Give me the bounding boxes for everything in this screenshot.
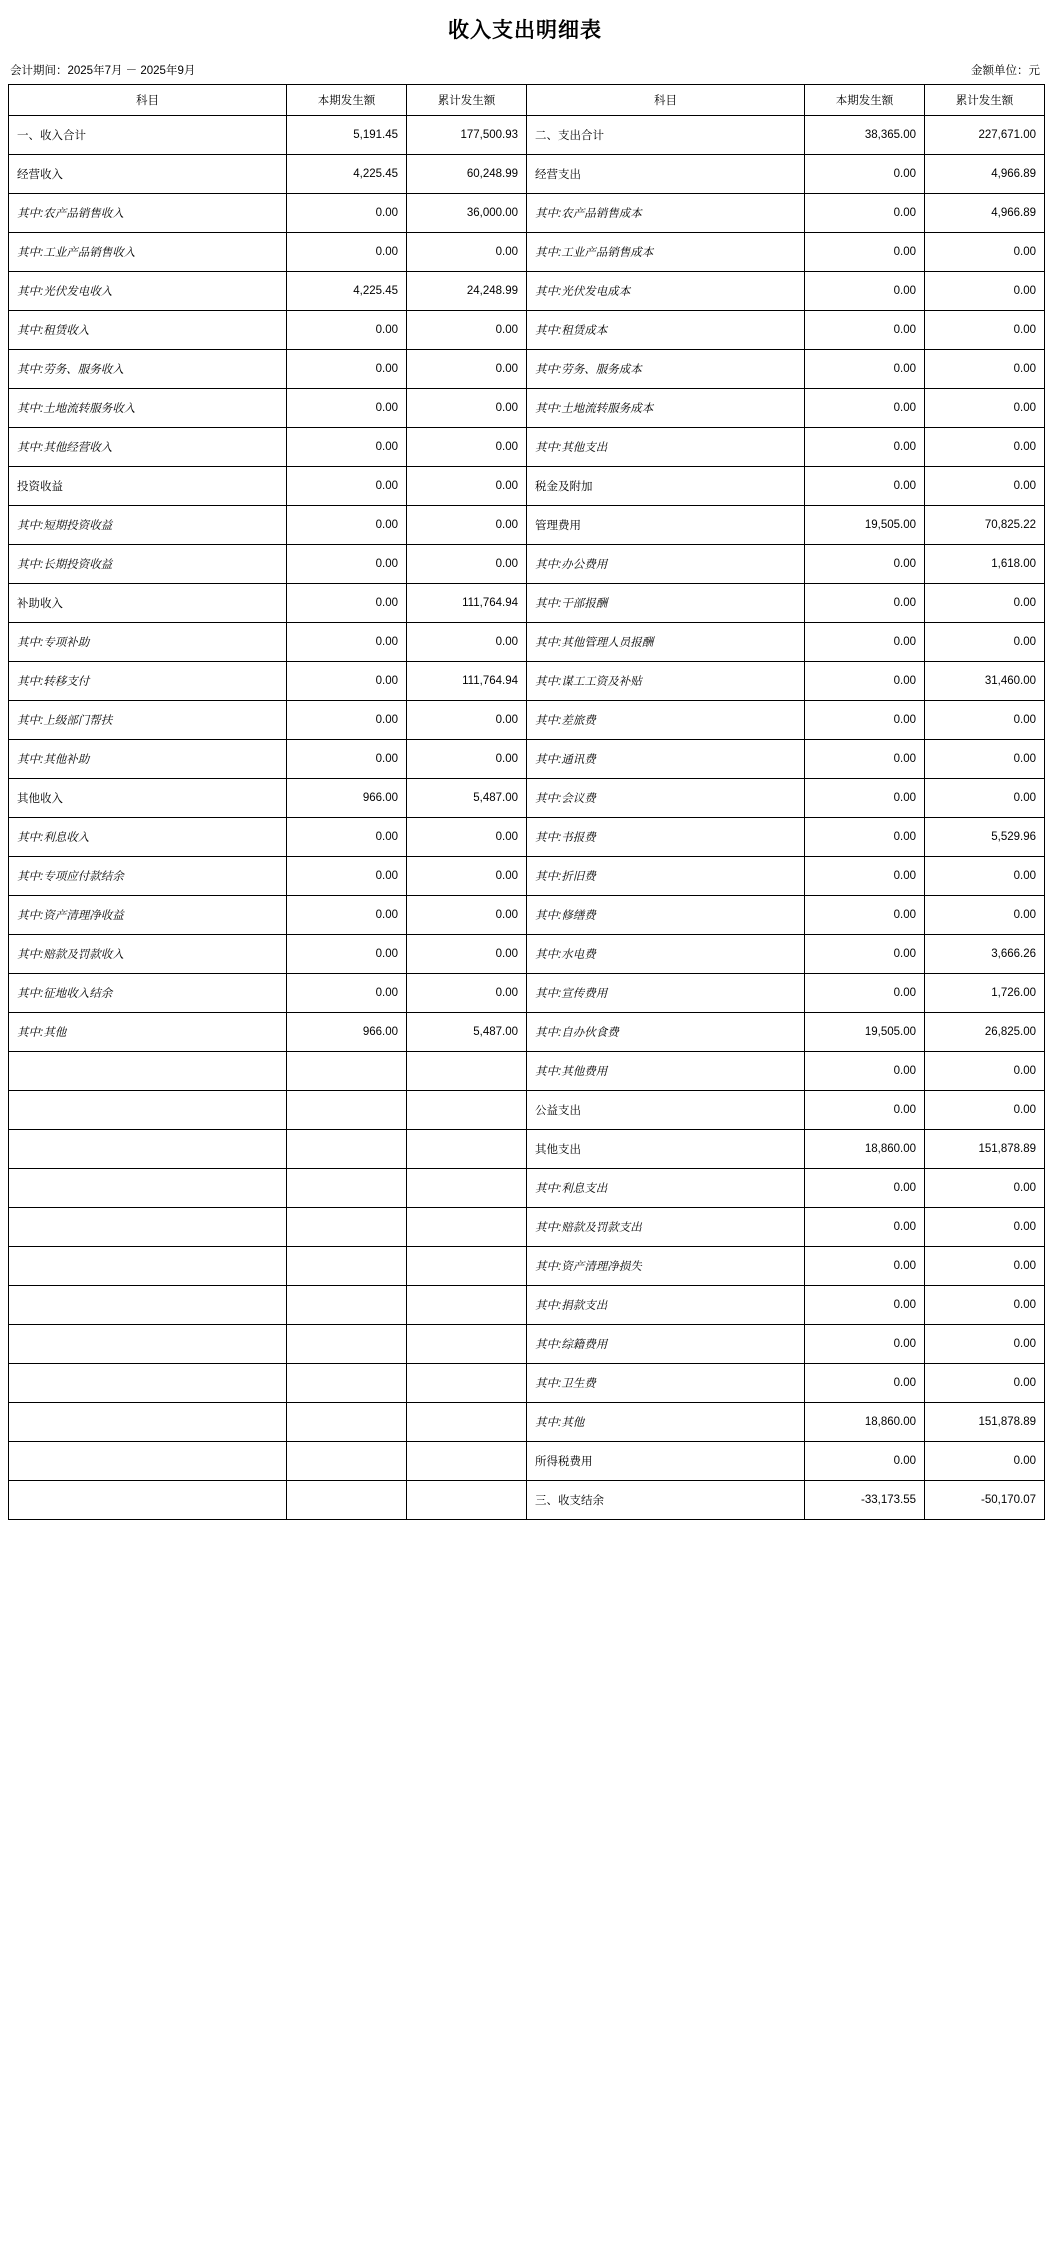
table-row xyxy=(9,389,1045,428)
income-current-cell: 0.00 xyxy=(287,662,407,701)
table-row xyxy=(9,662,1045,701)
expense-cumulative-cell: 4,966.89 xyxy=(925,194,1045,233)
expense-current-cell: 0.00 xyxy=(805,1208,925,1247)
table-row xyxy=(9,1130,1045,1169)
expense-current-cell: 0.00 xyxy=(805,1325,925,1364)
expense-subject-cell: 三、收支结余 xyxy=(527,1481,805,1520)
income-expenditure-table xyxy=(8,84,1045,1520)
expense-current-cell: 38,365.00 xyxy=(805,116,925,155)
table-row xyxy=(9,623,1045,662)
income-current-cell: 0.00 xyxy=(287,506,407,545)
income-current-cell: 0.00 xyxy=(287,935,407,974)
table-row xyxy=(9,1364,1045,1403)
expense-cumulative-cell: 0.00 xyxy=(925,389,1045,428)
income-subject-cell: 其中:其他补助 xyxy=(9,740,287,779)
expense-current-cell: 0.00 xyxy=(805,1247,925,1286)
expense-current-cell: 0.00 xyxy=(805,623,925,662)
expense-cumulative-cell: 0.00 xyxy=(925,1442,1045,1481)
income-cumulative-cell: 24,248.99 xyxy=(407,272,527,311)
expense-cumulative-cell: 0.00 xyxy=(925,857,1045,896)
expense-subject-cell: 其中:综籍费用 xyxy=(527,1325,805,1364)
income-subject-cell: 经营收入 xyxy=(9,155,287,194)
income-cumulative-cell xyxy=(407,1442,527,1481)
expense-cumulative-cell: 5,529.96 xyxy=(925,818,1045,857)
table-row xyxy=(9,779,1045,818)
expense-current-cell: 0.00 xyxy=(805,467,925,506)
expense-current-cell: 0.00 xyxy=(805,818,925,857)
income-current-cell xyxy=(287,1325,407,1364)
income-cumulative-cell: 111,764.94 xyxy=(407,584,527,623)
income-current-cell xyxy=(287,1052,407,1091)
income-cumulative-cell: 0.00 xyxy=(407,701,527,740)
expense-cumulative-cell: 0.00 xyxy=(925,1247,1045,1286)
income-current-cell: 0.00 xyxy=(287,233,407,272)
income-subject-cell xyxy=(9,1169,287,1208)
income-current-cell: 0.00 xyxy=(287,194,407,233)
expense-subject-cell: 其中:折旧费 xyxy=(527,857,805,896)
table-row xyxy=(9,740,1045,779)
income-subject-cell xyxy=(9,1442,287,1481)
income-cumulative-cell xyxy=(407,1208,527,1247)
income-current-cell: 4,225.45 xyxy=(287,272,407,311)
table-header-row xyxy=(9,85,1045,116)
income-cumulative-cell: 0.00 xyxy=(407,350,527,389)
expense-subject-cell: 其中:土地流转服务成本 xyxy=(527,389,805,428)
table-row xyxy=(9,857,1045,896)
income-cumulative-cell xyxy=(407,1091,527,1130)
expense-current-cell: 0.00 xyxy=(805,428,925,467)
expense-subject-cell: 其中:其他管理人员报酬 xyxy=(527,623,805,662)
expense-cumulative-cell: 0.00 xyxy=(925,311,1045,350)
expense-subject-cell: 其中:利息支出 xyxy=(527,1169,805,1208)
expense-current-cell: 0.00 xyxy=(805,935,925,974)
table-body xyxy=(9,116,1045,1520)
expense-subject-cell: 其中:会议费 xyxy=(527,779,805,818)
expense-cumulative-cell: -50,170.07 xyxy=(925,1481,1045,1520)
table-row xyxy=(9,896,1045,935)
income-subject-cell xyxy=(9,1325,287,1364)
income-current-cell xyxy=(287,1403,407,1442)
income-current-cell xyxy=(287,1364,407,1403)
income-subject-cell xyxy=(9,1130,287,1169)
table-row xyxy=(9,1403,1045,1442)
expense-subject-cell: 其中:其他费用 xyxy=(527,1052,805,1091)
expense-current-cell: 0.00 xyxy=(805,779,925,818)
expense-subject-cell: 所得税费用 xyxy=(527,1442,805,1481)
table-row xyxy=(9,350,1045,389)
currency-unit-label: 金额单位：元 xyxy=(971,65,1040,77)
income-cumulative-cell: 0.00 xyxy=(407,428,527,467)
income-subject-cell: 其中:转移支付 xyxy=(9,662,287,701)
table-row xyxy=(9,116,1045,155)
income-current-cell xyxy=(287,1481,407,1520)
income-subject-cell: 其中:短期投资收益 xyxy=(9,506,287,545)
income-cumulative-cell xyxy=(407,1286,527,1325)
expense-current-cell: 19,505.00 xyxy=(805,506,925,545)
expense-cumulative-cell: 0.00 xyxy=(925,701,1045,740)
accounting-period-label: 会计期间：2025年7月 － 2025年9月 xyxy=(10,65,196,77)
table-row xyxy=(9,1052,1045,1091)
income-subject-cell: 其中:其他经营收入 xyxy=(9,428,287,467)
table-row xyxy=(9,311,1045,350)
expense-cumulative-cell: 0.00 xyxy=(925,1364,1045,1403)
expense-cumulative-cell: 0.00 xyxy=(925,272,1045,311)
expense-subject-cell: 经营支出 xyxy=(527,155,805,194)
income-subject-cell: 投资收益 xyxy=(9,467,287,506)
expense-subject-cell: 其中:卫生费 xyxy=(527,1364,805,1403)
income-current-cell: 0.00 xyxy=(287,740,407,779)
expense-cumulative-cell: 0.00 xyxy=(925,350,1045,389)
income-cumulative-cell xyxy=(407,1403,527,1442)
income-cumulative-cell: 60,248.99 xyxy=(407,155,527,194)
expense-current-cell: 0.00 xyxy=(805,233,925,272)
income-cumulative-cell: 0.00 xyxy=(407,389,527,428)
income-cumulative-cell: 0.00 xyxy=(407,974,527,1013)
income-subject-cell: 其中:征地收入结余 xyxy=(9,974,287,1013)
income-current-cell xyxy=(287,1169,407,1208)
income-cumulative-cell: 0.00 xyxy=(407,818,527,857)
expense-current-cell: 0.00 xyxy=(805,974,925,1013)
expense-cumulative-cell: 0.00 xyxy=(925,1052,1045,1091)
expense-current-cell: 0.00 xyxy=(805,1364,925,1403)
header-expense-subject: 科目 xyxy=(527,85,805,116)
expense-subject-cell: 其中:通讯费 xyxy=(527,740,805,779)
income-subject-cell: 其中:长期投资收益 xyxy=(9,545,287,584)
income-subject-cell: 其中:劳务、服务收入 xyxy=(9,350,287,389)
expense-subject-cell: 其中:谋工工资及补贴 xyxy=(527,662,805,701)
income-subject-cell: 其中:专项应付款结余 xyxy=(9,857,287,896)
expense-subject-cell: 其中:赔款及罚款支出 xyxy=(527,1208,805,1247)
income-cumulative-cell: 0.00 xyxy=(407,896,527,935)
income-current-cell xyxy=(287,1130,407,1169)
income-subject-cell: 其中:资产清理净收益 xyxy=(9,896,287,935)
income-current-cell: 0.00 xyxy=(287,818,407,857)
expense-current-cell: 0.00 xyxy=(805,545,925,584)
table-row xyxy=(9,584,1045,623)
expense-cumulative-cell: 0.00 xyxy=(925,1091,1045,1130)
table-row xyxy=(9,974,1045,1013)
table-row xyxy=(9,545,1045,584)
income-cumulative-cell xyxy=(407,1169,527,1208)
expense-cumulative-cell: 70,825.22 xyxy=(925,506,1045,545)
expense-cumulative-cell: 3,666.26 xyxy=(925,935,1045,974)
table-row xyxy=(9,272,1045,311)
expense-cumulative-cell: 151,878.89 xyxy=(925,1403,1045,1442)
table-row xyxy=(9,428,1045,467)
table-row xyxy=(9,1091,1045,1130)
income-current-cell xyxy=(287,1442,407,1481)
income-cumulative-cell xyxy=(407,1052,527,1091)
income-current-cell: 0.00 xyxy=(287,701,407,740)
expense-cumulative-cell: 1,618.00 xyxy=(925,545,1045,584)
expense-subject-cell: 管理费用 xyxy=(527,506,805,545)
income-current-cell: 5,191.45 xyxy=(287,116,407,155)
income-subject-cell: 一、收入合计 xyxy=(9,116,287,155)
expense-current-cell: 0.00 xyxy=(805,1286,925,1325)
header-expense-current: 本期发生额 xyxy=(805,85,925,116)
income-subject-cell xyxy=(9,1091,287,1130)
income-current-cell: 0.00 xyxy=(287,545,407,584)
income-cumulative-cell xyxy=(407,1325,527,1364)
income-cumulative-cell: 36,000.00 xyxy=(407,194,527,233)
expense-cumulative-cell: 0.00 xyxy=(925,1325,1045,1364)
page-title: 收入支出明细表 xyxy=(448,18,602,42)
expense-current-cell: 0.00 xyxy=(805,1442,925,1481)
table-row xyxy=(9,467,1045,506)
table-row xyxy=(9,1442,1045,1481)
expense-current-cell: 18,860.00 xyxy=(805,1403,925,1442)
income-current-cell xyxy=(287,1286,407,1325)
expense-cumulative-cell: 31,460.00 xyxy=(925,662,1045,701)
expense-cumulative-cell: 0.00 xyxy=(925,779,1045,818)
expense-current-cell: 0.00 xyxy=(805,389,925,428)
income-subject-cell xyxy=(9,1364,287,1403)
income-cumulative-cell: 0.00 xyxy=(407,935,527,974)
expense-current-cell: 0.00 xyxy=(805,311,925,350)
table-row xyxy=(9,1481,1045,1520)
expense-cumulative-cell: 0.00 xyxy=(925,233,1045,272)
expense-current-cell: 0.00 xyxy=(805,194,925,233)
report-meta xyxy=(8,58,1042,84)
income-cumulative-cell: 5,487.00 xyxy=(407,1013,527,1052)
expense-current-cell: 0.00 xyxy=(805,1052,925,1091)
expense-subject-cell: 其中:劳务、服务成本 xyxy=(527,350,805,389)
income-current-cell: 0.00 xyxy=(287,311,407,350)
income-current-cell: 0.00 xyxy=(287,974,407,1013)
expense-cumulative-cell: 151,878.89 xyxy=(925,1130,1045,1169)
expense-subject-cell: 二、支出合计 xyxy=(527,116,805,155)
table-row xyxy=(9,1013,1045,1052)
expense-subject-cell: 其中:捐款支出 xyxy=(527,1286,805,1325)
expense-current-cell: 0.00 xyxy=(805,701,925,740)
expense-cumulative-cell: 0.00 xyxy=(925,1286,1045,1325)
expense-cumulative-cell: 0.00 xyxy=(925,467,1045,506)
table-row xyxy=(9,701,1045,740)
expense-current-cell: 18,860.00 xyxy=(805,1130,925,1169)
income-subject-cell xyxy=(9,1052,287,1091)
table-row xyxy=(9,155,1045,194)
income-current-cell: 0.00 xyxy=(287,584,407,623)
income-cumulative-cell xyxy=(407,1481,527,1520)
income-subject-cell xyxy=(9,1481,287,1520)
income-current-cell: 966.00 xyxy=(287,779,407,818)
expense-cumulative-cell: 0.00 xyxy=(925,1208,1045,1247)
income-subject-cell xyxy=(9,1286,287,1325)
expense-subject-cell: 其中:其他支出 xyxy=(527,428,805,467)
table-row xyxy=(9,935,1045,974)
expense-cumulative-cell: 0.00 xyxy=(925,428,1045,467)
income-current-cell: 0.00 xyxy=(287,428,407,467)
expense-current-cell: 0.00 xyxy=(805,740,925,779)
income-cumulative-cell: 111,764.94 xyxy=(407,662,527,701)
income-cumulative-cell: 0.00 xyxy=(407,545,527,584)
table-row xyxy=(9,1208,1045,1247)
expense-subject-cell: 其中:自办伙食费 xyxy=(527,1013,805,1052)
income-cumulative-cell: 0.00 xyxy=(407,506,527,545)
income-current-cell xyxy=(287,1247,407,1286)
income-cumulative-cell: 0.00 xyxy=(407,857,527,896)
expense-subject-cell: 其中:其他 xyxy=(527,1403,805,1442)
header-expense-cumulative: 累计发生额 xyxy=(925,85,1045,116)
expense-cumulative-cell: 227,671.00 xyxy=(925,116,1045,155)
expense-current-cell: 0.00 xyxy=(805,896,925,935)
expense-subject-cell: 其中:水电费 xyxy=(527,935,805,974)
expense-subject-cell: 税金及附加 xyxy=(527,467,805,506)
income-current-cell xyxy=(287,1091,407,1130)
income-cumulative-cell xyxy=(407,1130,527,1169)
expense-subject-cell: 其他支出 xyxy=(527,1130,805,1169)
expense-cumulative-cell: 0.00 xyxy=(925,1169,1045,1208)
expense-subject-cell: 其中:工业产品销售成本 xyxy=(527,233,805,272)
header-income-cumulative: 累计发生额 xyxy=(407,85,527,116)
income-cumulative-cell: 0.00 xyxy=(407,740,527,779)
expense-current-cell: 0.00 xyxy=(805,584,925,623)
expense-cumulative-cell: 0.00 xyxy=(925,896,1045,935)
expense-subject-cell: 其中:光伏发电成本 xyxy=(527,272,805,311)
expense-subject-cell: 其中:农产品销售成本 xyxy=(527,194,805,233)
income-current-cell: 0.00 xyxy=(287,467,407,506)
table-row xyxy=(9,506,1045,545)
income-subject-cell: 其他收入 xyxy=(9,779,287,818)
income-subject-cell: 其中:土地流转服务收入 xyxy=(9,389,287,428)
table-row xyxy=(9,818,1045,857)
income-current-cell: 0.00 xyxy=(287,857,407,896)
expense-current-cell: 0.00 xyxy=(805,662,925,701)
expense-subject-cell: 其中:宣传费用 xyxy=(527,974,805,1013)
expense-current-cell: 0.00 xyxy=(805,155,925,194)
income-subject-cell: 补助收入 xyxy=(9,584,287,623)
expense-cumulative-cell: 4,966.89 xyxy=(925,155,1045,194)
income-cumulative-cell: 0.00 xyxy=(407,311,527,350)
expense-current-cell: -33,173.55 xyxy=(805,1481,925,1520)
income-subject-cell: 其中:光伏发电收入 xyxy=(9,272,287,311)
income-cumulative-cell xyxy=(407,1247,527,1286)
income-cumulative-cell: 0.00 xyxy=(407,233,527,272)
income-subject-cell: 其中:专项补助 xyxy=(9,623,287,662)
expense-current-cell: 0.00 xyxy=(805,857,925,896)
income-subject-cell: 其中:工业产品销售收入 xyxy=(9,233,287,272)
header-income-current: 本期发生额 xyxy=(287,85,407,116)
income-subject-cell: 其中:其他 xyxy=(9,1013,287,1052)
income-subject-cell: 其中:农产品销售收入 xyxy=(9,194,287,233)
income-cumulative-cell: 0.00 xyxy=(407,623,527,662)
income-cumulative-cell: 5,487.00 xyxy=(407,779,527,818)
income-subject-cell: 其中:租赁收入 xyxy=(9,311,287,350)
expense-subject-cell: 公益支出 xyxy=(527,1091,805,1130)
income-subject-cell: 其中:利息收入 xyxy=(9,818,287,857)
expense-cumulative-cell: 0.00 xyxy=(925,584,1045,623)
expense-current-cell: 19,505.00 xyxy=(805,1013,925,1052)
expense-subject-cell: 其中:差旅费 xyxy=(527,701,805,740)
income-cumulative-cell xyxy=(407,1364,527,1403)
income-current-cell: 0.00 xyxy=(287,389,407,428)
table-row xyxy=(9,194,1045,233)
expense-current-cell: 0.00 xyxy=(805,1169,925,1208)
expense-cumulative-cell: 0.00 xyxy=(925,623,1045,662)
table-row xyxy=(9,1169,1045,1208)
expense-current-cell: 0.00 xyxy=(805,1091,925,1130)
income-subject-cell xyxy=(9,1208,287,1247)
header-income-subject: 科目 xyxy=(9,85,287,116)
expense-cumulative-cell: 26,825.00 xyxy=(925,1013,1045,1052)
expense-current-cell: 0.00 xyxy=(805,350,925,389)
table-row xyxy=(9,1286,1045,1325)
table-row xyxy=(9,1325,1045,1364)
expense-current-cell: 0.00 xyxy=(805,272,925,311)
table-row xyxy=(9,1247,1045,1286)
expense-cumulative-cell: 1,726.00 xyxy=(925,974,1045,1013)
expense-cumulative-cell: 0.00 xyxy=(925,740,1045,779)
income-subject-cell: 其中:赔款及罚款收入 xyxy=(9,935,287,974)
expense-subject-cell: 其中:书报费 xyxy=(527,818,805,857)
income-subject-cell xyxy=(9,1247,287,1286)
income-current-cell: 0.00 xyxy=(287,623,407,662)
income-current-cell: 0.00 xyxy=(287,896,407,935)
expense-subject-cell: 其中:办公费用 xyxy=(527,545,805,584)
income-subject-cell xyxy=(9,1403,287,1442)
income-cumulative-cell: 0.00 xyxy=(407,467,527,506)
income-current-cell: 966.00 xyxy=(287,1013,407,1052)
income-cumulative-cell: 177,500.93 xyxy=(407,116,527,155)
income-subject-cell: 其中:上级部门帮扶 xyxy=(9,701,287,740)
income-current-cell xyxy=(287,1208,407,1247)
table-row xyxy=(9,233,1045,272)
expense-subject-cell: 其中:修缮费 xyxy=(527,896,805,935)
expense-subject-cell: 其中:干部报酬 xyxy=(527,584,805,623)
table-header xyxy=(9,85,1045,116)
income-current-cell: 4,225.45 xyxy=(287,155,407,194)
expense-subject-cell: 其中:资产清理净损失 xyxy=(527,1247,805,1286)
income-current-cell: 0.00 xyxy=(287,350,407,389)
expense-subject-cell: 其中:租赁成本 xyxy=(527,311,805,350)
